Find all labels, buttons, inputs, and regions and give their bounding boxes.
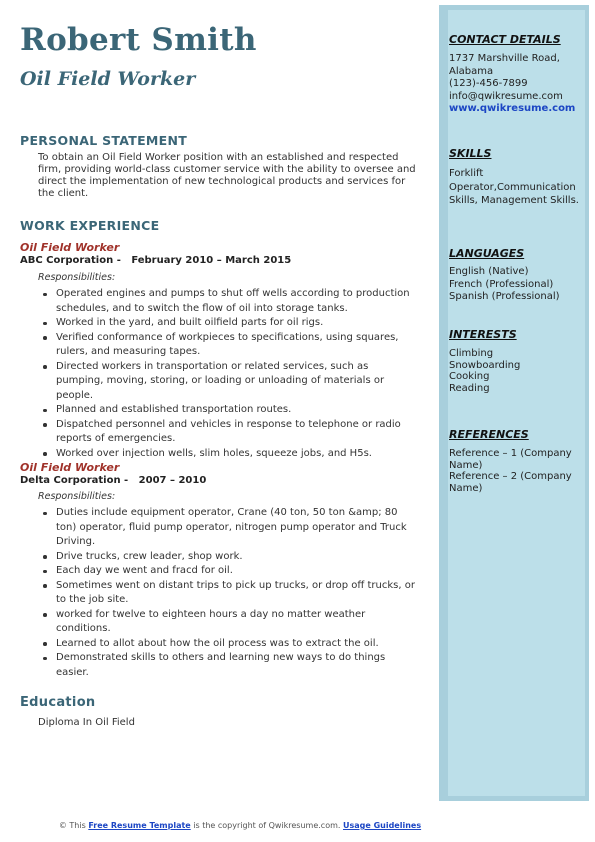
job-company: ABC Corporation - <box>20 255 121 266</box>
list-item: Operated engines and pumps to shut off wells according to production schedules, and to switch the flow of oil into storage tanks. <box>56 287 416 316</box>
references-heading: REFERENCES <box>449 428 529 441</box>
job-bullet-list <box>56 506 416 680</box>
languages-heading: LANGUAGES <box>449 247 525 260</box>
contact-details <box>449 53 583 116</box>
job-company: Delta Corporation - <box>20 475 129 486</box>
personal-statement-text: To obtain an Oil Field Worker position with an established and respected firm, providing world-class customer service with the ability to oversee and direct the implementation of new technological products and services for the client. <box>38 152 416 199</box>
interests-list <box>449 348 583 394</box>
contact-email[interactable]: info@qwikresume.com <box>449 90 563 102</box>
list-item: worked for twelve to eighteen hours a day no matter weather conditions. <box>56 608 416 637</box>
list-item: Learned to allot about how the oil process was to extract the oil. <box>56 637 416 652</box>
list-item: French (Professional) <box>449 278 554 290</box>
footer-prefix: © This <box>58 821 86 830</box>
list-item: Demonstrated skills to others and learning new ways to do things easier. <box>56 651 416 680</box>
list-item: English (Native) <box>449 266 529 277</box>
list-item: Reference – 2 (Company Name) <box>449 471 572 494</box>
list-item: Reference – 1 (Company Name) <box>449 448 572 471</box>
candidate-title: Oil Field Worker <box>20 68 196 90</box>
job-company-line <box>20 255 291 266</box>
references-list <box>449 448 583 494</box>
languages-list <box>449 266 583 304</box>
contact-address-line1: 1737 Marshville Road, <box>449 53 560 64</box>
job-title: Oil Field Worker <box>20 461 120 474</box>
list-item: Duties include equipment operator, Crane (40 ton, 50 ton &amp; 80 ton) operator, fluid pump operator, nitrogen pump operator and Truck Driving. <box>56 506 416 550</box>
list-item: Cooking <box>449 371 490 382</box>
list-item: Sometimes went on distant trips to pick up trucks, or drop off trucks, or to the job site. <box>56 579 416 608</box>
list-item: Snowboarding <box>449 359 521 371</box>
footer-middle: is the copyright of Qwikresume.com. <box>193 821 341 830</box>
usage-guidelines-link[interactable]: Usage Guidelines <box>342 821 422 830</box>
list-item: Dispatched personnel and vehicles in response to telephone or radio reports of emergencies. <box>56 418 416 447</box>
contact-address-line2: Alabama <box>449 65 494 77</box>
responsibilities-label: Responsibilities: <box>38 491 116 502</box>
footer <box>0 821 480 830</box>
list-item: Reading <box>449 382 490 394</box>
list-item: Spanish (Professional) <box>449 291 560 302</box>
sidebar-inner-panel <box>448 10 585 796</box>
responsibilities-label: Responsibilities: <box>38 272 116 283</box>
list-item: Worked over injection wells, slim holes, squeeze jobs, and H5s. <box>56 447 416 462</box>
candidate-name: Robert Smith <box>20 22 257 58</box>
contact-heading: CONTACT DETAILS <box>449 33 561 46</box>
job-dates: February 2010 – March 2015 <box>131 255 292 266</box>
skills-heading: SKILLS <box>449 147 492 160</box>
job-company-line <box>20 475 206 486</box>
work-experience-heading: WORK EXPERIENCE <box>20 218 160 233</box>
list-item: Each day we went and fracd for oil. <box>56 564 416 579</box>
skills-text: Forklift Operator,Communication Skills, Management Skills. <box>449 168 579 206</box>
contact-phone: (123)-456-7899 <box>449 78 528 89</box>
list-item: Directed workers in transportation or related services, such as pumping, moving, storing, or loading or unloading of materials or people. <box>56 360 416 404</box>
interests-heading: INTERESTS <box>449 328 517 341</box>
list-item: Climbing <box>449 348 494 359</box>
contact-website[interactable]: www.qwikresume.com <box>449 103 576 114</box>
list-item: Planned and established transportation routes. <box>56 403 416 418</box>
job-title: Oil Field Worker <box>20 241 120 254</box>
education-heading: Education <box>20 695 96 710</box>
list-item: Verified conformance of workpieces to specifications, using squares, rulers, and measuring tapes. <box>56 331 416 360</box>
list-item: Drive trucks, crew leader, shop work. <box>56 550 416 565</box>
job-dates: 2007 – 2010 <box>138 475 207 486</box>
free-resume-template-link[interactable]: Free Resume Template <box>88 821 191 830</box>
personal-statement-heading: PERSONAL STATEMENT <box>20 133 188 148</box>
list-item: Worked in the yard, and built oilfield parts for oil rigs. <box>56 316 416 331</box>
education-item: Diploma In Oil Field <box>38 717 135 728</box>
job-bullet-list <box>56 287 416 461</box>
